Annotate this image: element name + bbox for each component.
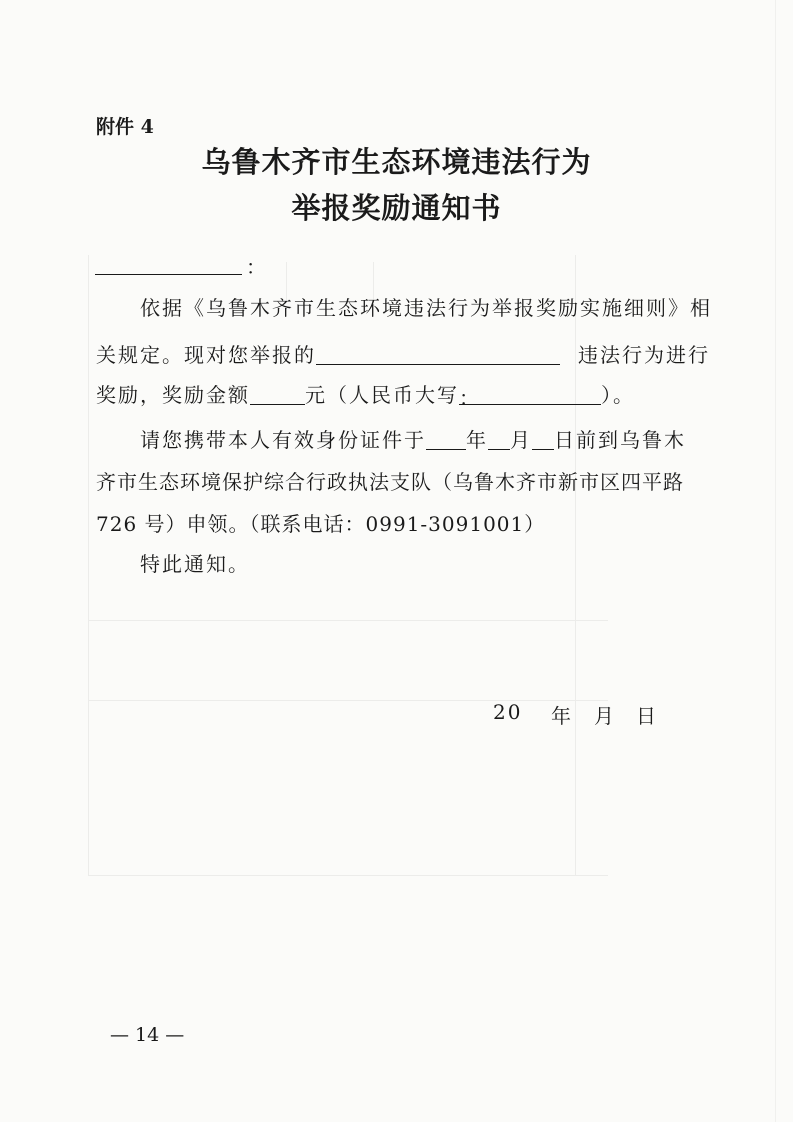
para1-line1: 依据《乌鲁木齐市生态环境违法行为举报奖励实施细则》相 [140, 296, 712, 320]
para1-line2 [96, 339, 710, 368]
para1-line3-end: ）。 [601, 383, 635, 407]
deadline-year-label: 年 [466, 428, 488, 452]
para2-line3: 726 号）申领。（联系电话：0991-3091001） [96, 512, 546, 536]
reported-violation-blank [316, 342, 560, 365]
para1-line3 [96, 379, 635, 408]
para2-line2: 齐市生态环境保护综合行政执法支队（乌鲁木齐市新市区四平路 [96, 470, 684, 494]
bleed-through-line [88, 875, 608, 876]
para1-line2-end: 违法行为进行 [578, 343, 710, 367]
closing-text: 特此通知。 [140, 552, 250, 576]
bleed-through-line [88, 620, 608, 621]
deadline-year-blank [426, 427, 466, 450]
bleed-through-line [88, 255, 89, 875]
document-title-line2: 举报奖励通知书 [291, 191, 502, 225]
date-day-label: 日 [636, 704, 658, 728]
date-prefix: 20 [493, 700, 523, 724]
deadline-month-label: 月 [510, 428, 532, 452]
document-title-line1: 乌鲁木齐市生态环境违法行为 [201, 145, 592, 179]
date-month-label: 月 [594, 704, 616, 728]
page-number: — 14 — [110, 1024, 185, 1046]
amount-in-words-blank [459, 382, 601, 410]
para2-line1-start: 请您携带本人有效身份证件于 [140, 428, 426, 452]
deadline-month-blank [488, 427, 510, 450]
para2-line1 [140, 424, 686, 453]
bleed-through-line [88, 700, 608, 701]
deadline-day-blank [532, 427, 554, 450]
para1-line3-start: 奖励，奖励金额 [96, 383, 250, 407]
recipient-name-blank [95, 274, 242, 275]
salutation-colon: ： [246, 255, 266, 279]
amount-in-words-colon: ： [459, 386, 481, 410]
reward-amount-blank [250, 382, 305, 405]
date-year-label: 年 [551, 704, 573, 728]
attachment-label: 附件 4 [96, 116, 154, 138]
para1-line3-mid: 元（人民币大写 [305, 383, 459, 407]
para1-line2-start: 关规定。现对您举报的 [96, 343, 316, 367]
para2-line1-end: 日前到乌鲁木 [554, 428, 686, 452]
